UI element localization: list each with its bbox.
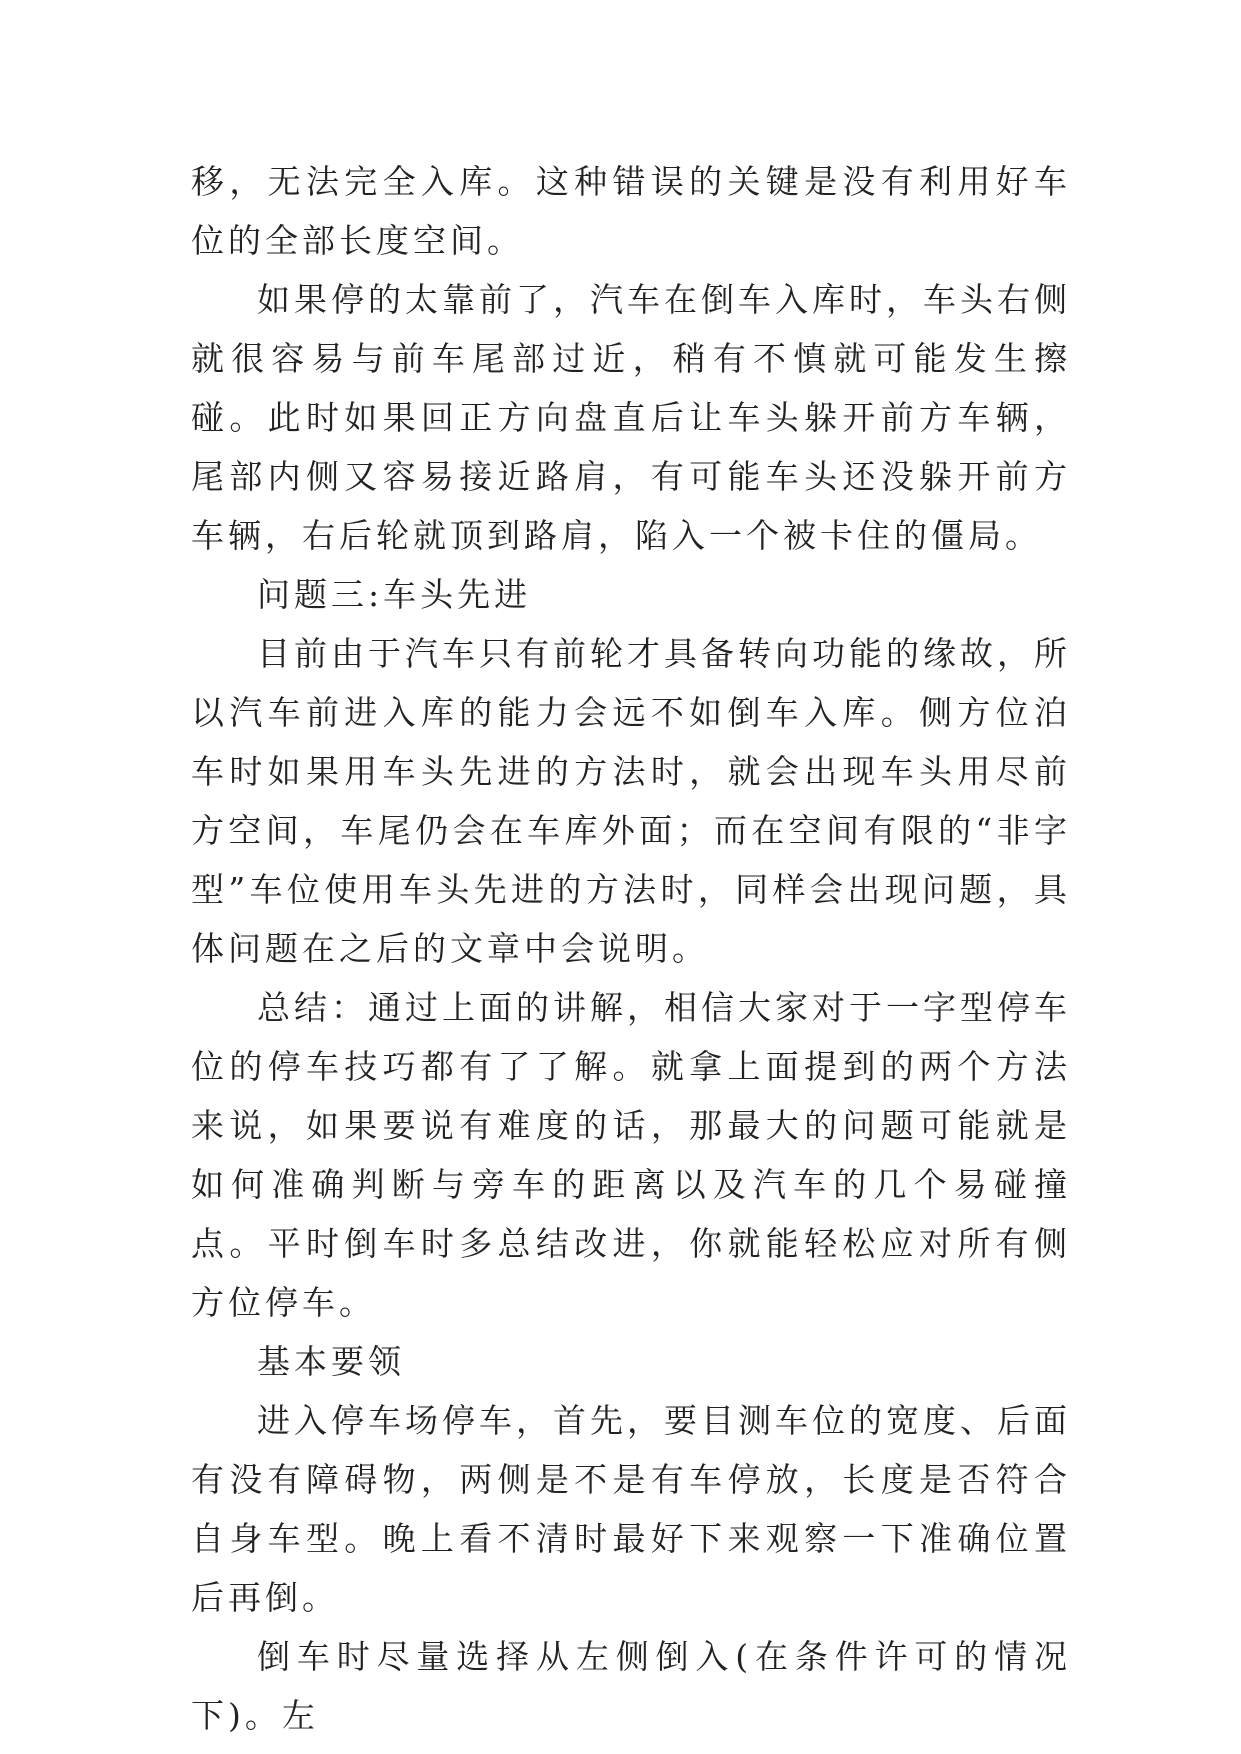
section-heading-basics: 基本要领 [257,1342,405,1381]
paragraph-basics-observe: 进入停车场停车，首先，要目测车位的宽度、后面有没有障碍物，两侧是不是有车停放，长度是否符合自身车型。晚上看不清时最好下来观察一下准确位置后再倒。 [191,1401,1071,1617]
paragraph-parking-too-forward: 如果停的太靠前了，汽车在倒车入库时，车头右侧就很容易与前车尾部过近，稍有不慎就可能发生擦碰。此时如果回正方向盘直后让车头躲开前方车辆，尾部内侧又容易接近路肩，有可能车头还没躲开前方车辆，右后轮就顶到路肩，陷入一个被卡住的僵局。 [191,280,1071,555]
paragraph-summary: 总结：通过上面的讲解，相信大家对于一字型停车位的停车技巧都有了了解。就拿上面提到的两个方法来说，如果要说有难度的话，那最大的问题可能就是如何准确判断与旁车的距离以及汽车的几个易碰撞点。平时倒车时多总结改进，你就能轻松应对所有侧方位停车。 [191,988,1071,1322]
paragraph-front-first: 目前由于汽车只有前轮才具备转向功能的缘故，所以汽车前进入库的能力会远不如倒车入库。侧方位泊车时如果用车头先进的方法时，就会出现车头用尽前方空间，车尾仍会在车库外面；而在空间有限的“非字型”车位使用车头先进的方法时，同样会出现问题，具体问题在之后的文章中会说明。 [191,634,1071,968]
section-heading-problem-three: 问题三:车头先进 [257,575,532,614]
paragraph-basics-reverse-left: 倒车时尽量选择从左侧倒入(在条件许可的情况下)。左 [191,1637,1071,1735]
document-body [191,152,1071,1745]
paragraph-continuation: 移，无法完全入库。这种错误的关键是没有利用好车位的全部长度空间。 [191,162,1071,260]
